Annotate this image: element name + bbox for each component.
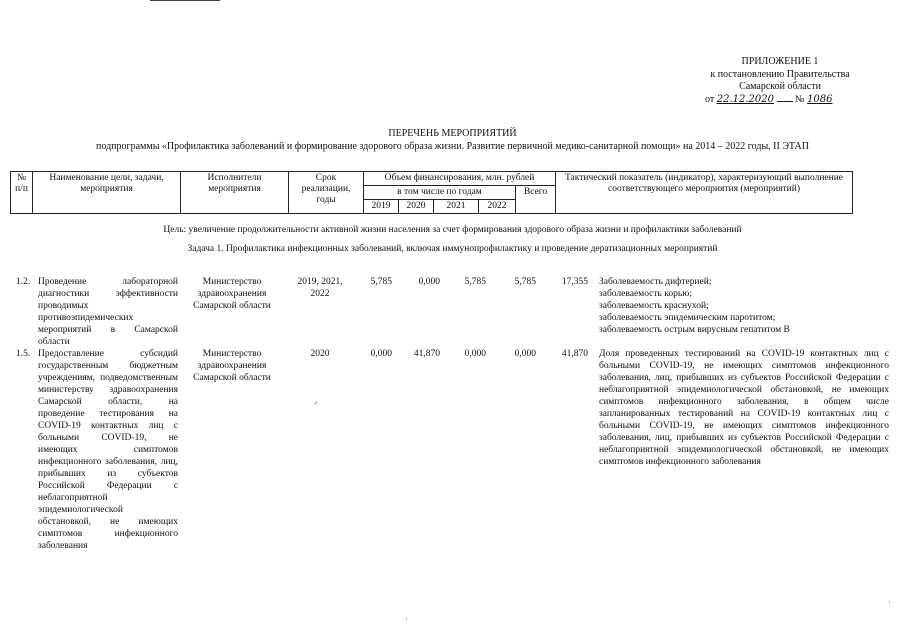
- order-number: 1086: [807, 93, 833, 105]
- row-term: 2020: [310, 349, 330, 359]
- indicator-item: заболеваемость краснухой;: [599, 301, 709, 311]
- row-term: 2019, 2021, 2022: [297, 277, 343, 299]
- annex-line3: Самарской области: [739, 81, 821, 92]
- by-years-header: в том числе по годам: [364, 186, 516, 200]
- indicator-item: заболеваемость эпидемическим паротитом;: [599, 313, 776, 323]
- row-executor: Министерство здравоохранения Самарской области: [193, 349, 271, 383]
- col-executors-header: Исполнители мероприятия: [181, 172, 289, 214]
- row-indicator-text: Доля проведенных тестирований на COVID-19 контактных лиц с больными COVID-19, не имеющих симптомов инфекционного заболевания, лиц, прибывших из субъектов Российской Федерации с неблагоприятной эпидемиологической обстановкой, не имеющих симптомов инфекционного заболевания, в общем числе запланированных тестирований на COVID-19 контактных лиц с больными COVID-19, не имеющих симптомов инфекционного заболевания, лиц, прибывших из субъектов Российской Федерации с неблагоприятной эпидемиологической обстановкой, не имеющих симптомов инфекционного заболевания: [599, 349, 889, 467]
- year-header: 2019: [364, 200, 399, 214]
- from-label: от: [705, 93, 715, 105]
- row-value-2019: 0,000: [370, 349, 392, 359]
- row-total: 41,870: [561, 349, 588, 359]
- row-total: 17,355: [561, 277, 588, 287]
- year-header: 2020: [399, 200, 434, 214]
- goal-text: Цель: увеличение продолжительности активной жизни населения за счет формирования здорового образа жизни и профилактики заболеваний: [163, 225, 742, 235]
- header-table: [10, 171, 853, 214]
- row-value-2021: 0,000: [464, 349, 486, 359]
- document-title: ПЕРЕЧЕНЬ МЕРОПРИЯТИЙ: [388, 128, 517, 139]
- col-term-header: Срок реализации, годы: [289, 172, 364, 214]
- col-num-header: № п/п: [11, 172, 33, 214]
- scan-mark: ·: [888, 597, 891, 607]
- row-name: Проведение лабораторной диагностики эффективности проводимых противоэпидемических мероприятий в Самарской области: [38, 277, 178, 347]
- row-name: Предоставление субсидий государственным бюджетным учреждениям, подведомственным министерству здравоохранения Самарской области, на проведение тестирования на COVID-19 контактных лиц с больными COVID-19, не имеющих симптомов инфекционного заболевания, лиц, прибывших из субъектов Российской Федерации с неблагоприятной эпидемиологической обстановкой, не имеющих симптомов инфекционного заболевания: [38, 349, 178, 551]
- row-number: 1.2.: [16, 277, 31, 287]
- order-date: 22.12.2020: [716, 93, 775, 105]
- total-header: Всего: [516, 186, 556, 214]
- annex-line2: к постановлению Правительства: [710, 68, 850, 80]
- row-value-2020: 41,870: [413, 349, 440, 359]
- task-text: Задача 1. Профилактика инфекционных заболеваний, включая иммунопрофилактику и проведение дератизационных мероприятий: [187, 244, 718, 254]
- year-header: 2021: [434, 200, 479, 214]
- row-indicators: [599, 276, 889, 336]
- number-label: №: [795, 93, 805, 105]
- annex-order-line: [705, 94, 855, 107]
- col-name-header: Наименование цели, задачи, мероприятия: [33, 172, 181, 214]
- col-volume-header: Объем финансирования, млн. рублей: [364, 172, 556, 186]
- year-header: 2022: [479, 200, 516, 214]
- col-indicator-header: Тактический показатель (индикатор), характеризующий выполнение соответствующего мероприятия (мероприятий): [556, 172, 853, 214]
- row-number: 1.5.: [16, 349, 31, 359]
- annex-block: [705, 56, 855, 106]
- indicator-item: заболеваемость острым вирусным гепатитом В: [599, 325, 790, 335]
- scan-mark: ᐟ: [314, 400, 318, 410]
- document-subtitle: подпрограммы «Профилактика заболеваний и формирование здорового образа жизни. Развитие первичной медико-санитарной помощи» на 2014 – 2022 годы, II ЭТАП: [96, 141, 809, 152]
- indicator-item: Заболеваемость дифтерией;: [599, 277, 712, 287]
- indicator-item: заболеваемость корью;: [599, 289, 692, 299]
- row-value-2022: 0,000: [514, 349, 536, 359]
- row-value-2020: 0,000: [418, 277, 440, 287]
- scan-mark: ·: [405, 614, 408, 624]
- row-value-2021: 5,785: [464, 277, 486, 287]
- annex-title: ПРИЛОЖЕНИЕ 1: [741, 56, 819, 67]
- row-value-2022: 5,785: [514, 277, 536, 287]
- row-executor: Министерство здравоохранения Самарской области: [193, 277, 271, 311]
- page-edge-line: [150, 0, 220, 1]
- row-value-2019: 5,785: [370, 277, 392, 287]
